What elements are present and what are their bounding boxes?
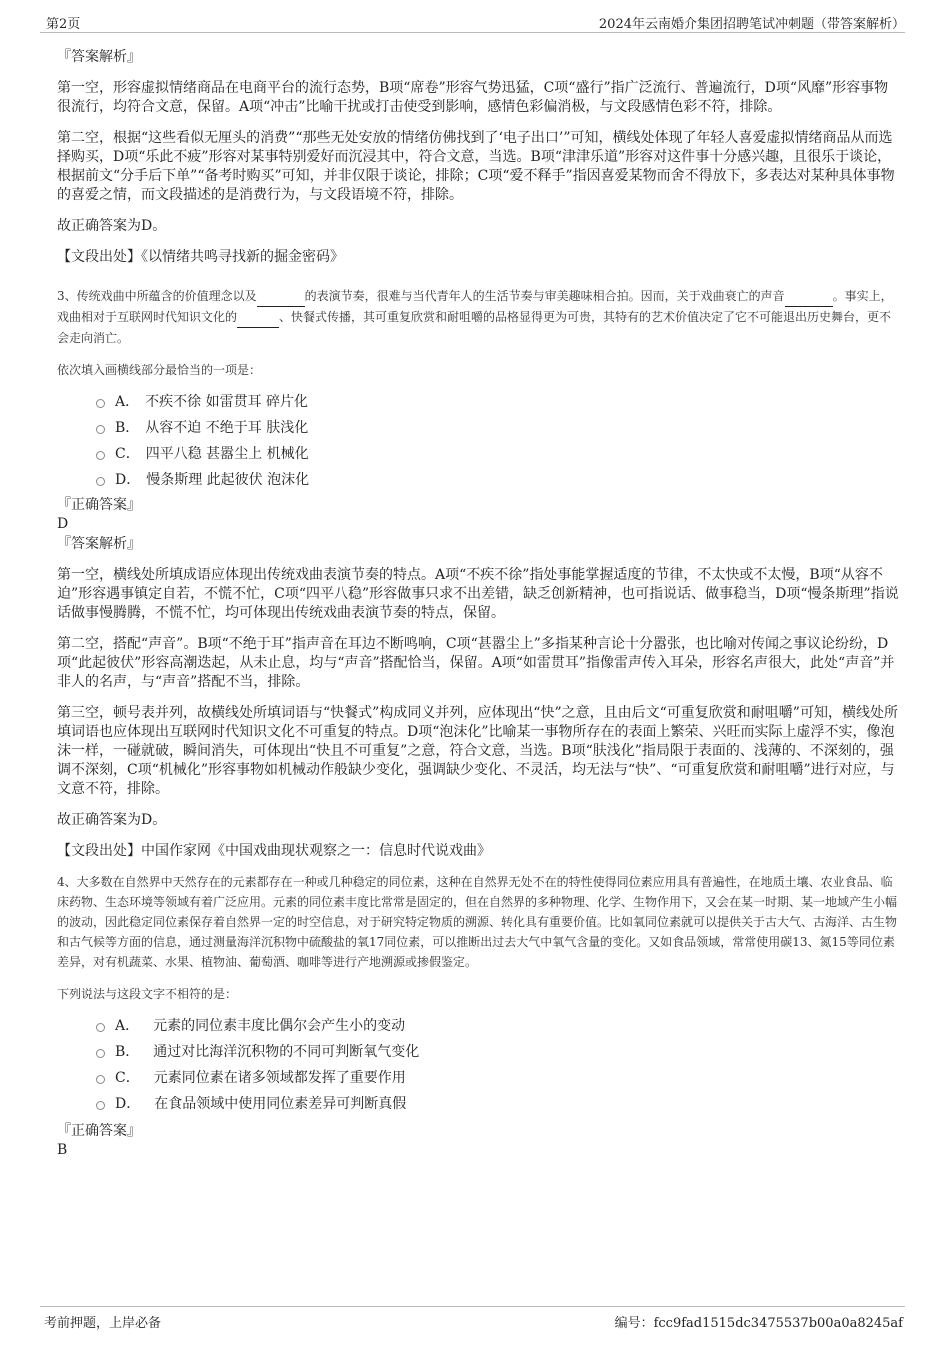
page-footer xyxy=(40,1306,905,1329)
blank-3 xyxy=(237,307,279,328)
radio-icon[interactable] xyxy=(96,1075,105,1084)
q3-answer: D xyxy=(57,516,69,532)
q4-prompt: 下列说法与这段文字不相符的是： xyxy=(57,987,238,1001)
q3-answer-label: 『正确答案』 xyxy=(57,497,141,513)
q4-option-a[interactable]: A． 元素的同位素丰度比偶尔会产生小的变动 xyxy=(40,1012,905,1038)
q2-analysis-p1: 第一空，形容虚拟情绪商品在电商平台的流行态势，B项“席卷”形容气势迅猛，C项“盛行”指广泛流行、普遍流行，D项“风靡”形容事物很流行，均符合文意，保留。A项“冲击”比喻干扰或打击使受到影响，感情色彩偏消极，与文段感情色彩不符，排除。 xyxy=(57,80,889,115)
blank-2 xyxy=(785,286,833,307)
document-title: 2024年云南婚介集团招聘笔试冲刺题（带答案解析） xyxy=(598,17,905,32)
radio-icon[interactable] xyxy=(96,1049,105,1058)
q2-analysis-p2: 第二空，根据“这些看似无厘头的消费”“那些无处安放的情绪仿佛找到了‘电子出口’”可知，横线处体现了年轻人喜爱虚拟情绪商品从而选择购买，D项“乐此不疲”形容对某事特别爱好而沉浸其中，符合文意，当选。B项“津津乐道”形容对这件事十分感兴趣，且很乐于谈论，根据前文“分手后下单”“备考时购买”可知，并非仅限于谈论，排除；C项“爱不释手”指因喜爱某物而舍不得放下，多表达对某种具体事物的喜爱之情，而文段描述的是消费行为，与文段语境不符，排除。 xyxy=(57,130,895,203)
footer-slogan: 考前押题，上岸必备 xyxy=(44,1316,162,1331)
radio-icon[interactable] xyxy=(96,399,105,408)
q3-analysis-label: 『答案解析』 xyxy=(57,536,141,552)
page-header xyxy=(40,0,905,33)
q3-analysis-p3: 第三空，顿号表并列，故横线处所填词语与“快餐式”构成同义并列，应体现出“快”之意，且由后文“可重复欣赏和耐咀嚼”可知，横线处所填词语也应体现出互联网时代知识文化不可重复的特点。D项“泡沫化”比喻某一事物所存在的表面上繁荣、兴旺而实际上虚浮不实，像泡沫一样，一碰就破，瞬间消失，可体现出“快且不可重复”之意，符合文意，当选。B项“肤浅化”指局限于表面的、浅薄的、不深刻的，强调不深刻，C项“机械化”形容事物如机械动作般缺少变化，强调缺少变化、不灵活，均无法与“快”、“可重复欣赏和耐咀嚼”进行对应，与文意不符，排除。 xyxy=(57,705,898,797)
q4-option-d[interactable]: D． 在食品领域中使用同位素差异可判断真假 xyxy=(40,1090,905,1116)
page-number: 第2页 xyxy=(46,17,81,32)
q2-conclusion: 故正确答案为D。 xyxy=(57,218,167,234)
radio-icon[interactable] xyxy=(96,1101,105,1110)
q3-conclusion: 故正确答案为D。 xyxy=(57,812,167,828)
q3-source: 【文段出处】中国作家网《中国戏曲现状观察之一：信息时代说戏曲》 xyxy=(57,843,491,859)
radio-icon[interactable] xyxy=(96,451,105,460)
q4-option-b[interactable]: B． 通过对比海洋沉积物的不同可判断氧气变化 xyxy=(40,1038,905,1064)
q3-option-d[interactable]: D． 慢条斯理 此起彼伏 泡沫化 xyxy=(40,466,905,492)
q4-options xyxy=(40,1012,905,1116)
q4-option-c[interactable]: C． 元素同位素在诸多领域都发挥了重要作用 xyxy=(40,1064,905,1090)
q3-analysis-p1: 第一空，横线处所填成语应体现出传统戏曲表演节奏的特点。A项“不疾不徐”指处事能掌握适度的节律，不太快或不太慢，B项“从容不迫”形容遇事镇定自若，不慌不忙，C项“四平八稳”形容做事只求不出差错，缺乏创新精神，也可指说话、做事稳当，D项“慢条斯理”指说话做事慢腾腾，不慌不忙，均可体现出传统戏曲表演节奏的特点，保留。 xyxy=(57,567,899,621)
radio-icon[interactable] xyxy=(96,425,105,434)
q3-analysis-p2: 第二空，搭配“声音”。B项“不绝于耳”指声音在耳边不断鸣响，C项“甚嚣尘上”多指某种言论十分嚣张，也比喻对传闻之事议论纷纷，D项“此起彼伏”形容高潮迭起，从未止息，均与“声音”搭配恰当，保留。A项“如雷贯耳”指像雷声传入耳朵，形容名声很大，此处“声音”并非人的名声，与“声音”搭配不当，排除。 xyxy=(57,636,895,690)
q3-passage: 3、传统戏曲中所蕴含的价值理念以及 的表演节奏，很难与当代青年人的生活节奏与审美趣味相合拍。因而，关于戏曲衰亡的声音 。事实上，戏曲相对于互联网时代知识文化的 、快餐式传播，其可重复欣赏和耐咀嚼的品格显得更为可贵，其特有的艺术价值决定了它不可能退出历史舞台，更不会走向消亡。 xyxy=(40,286,905,348)
document-id: 编号：fcc9fad1515dc3475537b00a0a8245af xyxy=(614,1316,903,1331)
blank-1 xyxy=(257,286,305,307)
radio-icon[interactable] xyxy=(96,477,105,486)
q3-options xyxy=(40,388,905,492)
q4-passage: 4、大多数在自然界中天然存在的元素都存在一种或几种稳定的同位素，这种在自然界无处不在的特性使得同位素应用具有普遍性，在地质土壤、农业食品、临床药物、生态环境等领域有着广泛应用。元素的同位素丰度比常常是固定的，但在自然界的多种物理、化学、生物作用下，又会在某一时期、某一地域产生小幅的波动，因此稳定同位素保存着自然界一定的时空信息，对于研究特定物质的溯源、转化具有重要价值。比如氧同位素就可以提供关于古大气、古海洋、古生物和古气候等方面的信息，通过测量海洋沉积物中硫酸盐的氧17同位素，可以推断出过去大气中氧气含量的变化。又如食品领域，常常使用碳13、氮15等同位素差异，对有机蔬菜、水果、植物油、葡萄酒、咖啡等进行产地溯源或掺假鉴定。 xyxy=(57,875,898,969)
q3-prompt: 依次填入画横线部分最恰当的一项是： xyxy=(57,363,262,377)
q3-option-a[interactable]: A． 不疾不徐 如雷贯耳 碎片化 xyxy=(40,388,905,414)
q4-answer: B xyxy=(57,1142,68,1158)
radio-icon[interactable] xyxy=(96,1023,105,1032)
q3-option-c[interactable]: C． 四平八稳 甚嚣尘上 机械化 xyxy=(40,440,905,466)
q2-source: 【文段出处】《以情绪共鸣寻找新的掘金密码》 xyxy=(57,249,344,265)
q3-option-b[interactable]: B． 从容不迫 不绝于耳 肤浅化 xyxy=(40,414,905,440)
q4-answer-label: 『正确答案』 xyxy=(57,1123,141,1139)
q2-analysis-label: 『答案解析』 xyxy=(57,49,141,65)
page-content xyxy=(40,40,905,1160)
